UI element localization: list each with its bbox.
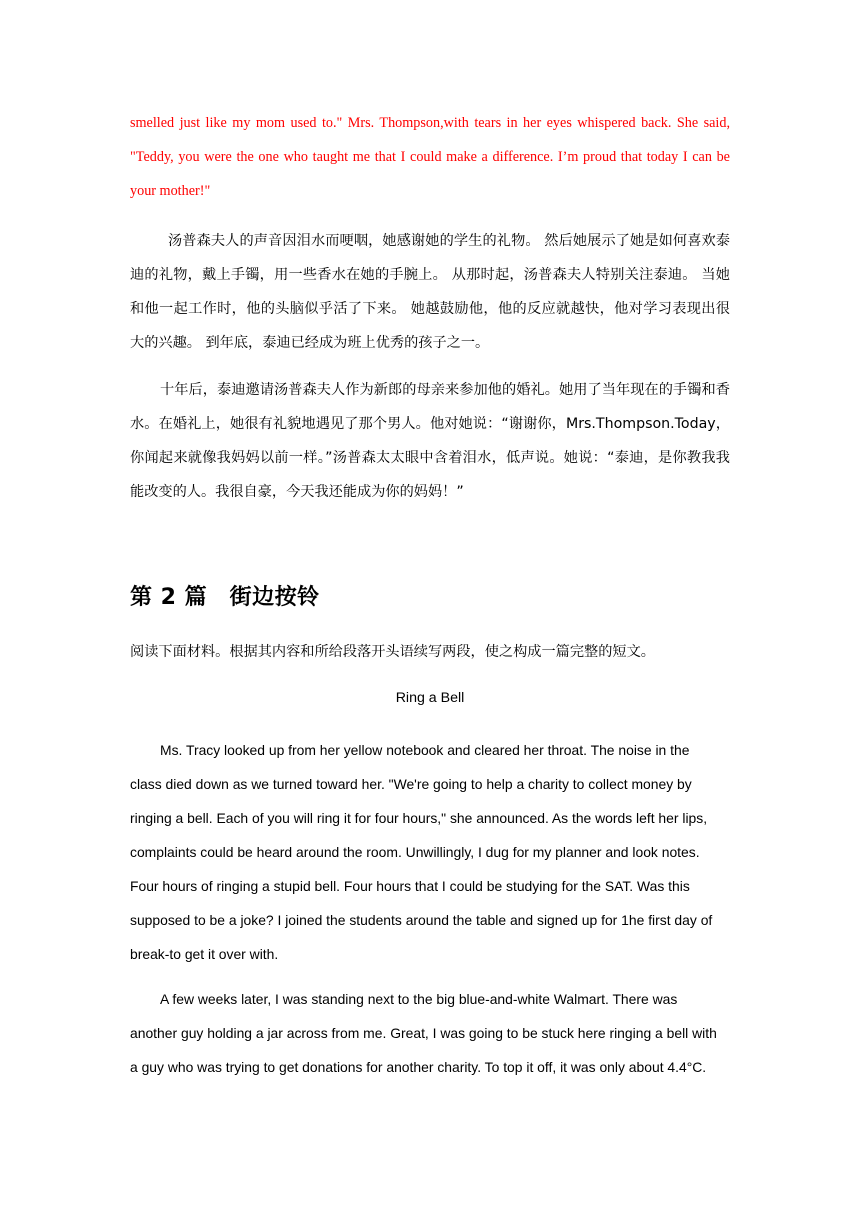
english-ending-paragraph: smelled just like my mom used to." Mrs. Thompson,with tears in her eyes whispered back. She said, "Teddy, you were the one who taught me that I could make a difference. I’m proud that today I can be your mother!"	[130, 115, 730, 199]
story-title: Ring a Bell	[395, 690, 465, 706]
chinese-translation-paragraph-1: 汤普森夫人的声音因泪水而哽咽，她感谢她的学生的礼物。 然后她展示了她是如何喜欢泰迪的礼物，戴上手镯，用一些香水在她的手腕上。 从那时起，汤普森夫人特别关注泰迪。 当她和他一起工作时，他的头脑似乎活了下来。 她越鼓励他，他的反应就越快，他对学习表现出很大的兴趣。 到年底，泰迪已经成为班上优秀的孩子之一。	[130, 233, 730, 351]
document-page	[130, 106, 730, 1075]
chinese-translation-paragraph-2: 十年后，泰迪邀请汤普森夫人作为新郎的母亲来参加他的婚礼。她用了当年现在的手镯和香水。在婚礼上，她很有礼貌地遇见了那个男人。他对她说：“谢谢你，Mrs.Thompson.Today，你闻起来就像我妈妈以前一样。”汤普森太太眼中含着泪水，低声说。她说：“泰迪，是你教我我能改变的人。我很自豪，今天我还能成为你的妈妈！”	[130, 382, 730, 500]
section-heading: 第 2 篇 街边按铃	[130, 585, 320, 610]
story-paragraph-1: Ms. Tracy looked up from her yellow notebook and cleared her throat. The noise in the class died down as we turned toward her. "We're going to help a charity to collect money by ringing a bell. Each of you will ring it for four hours," she announced. As the words left her lips, complaints could be heard around the room. Unwillingly, I dug for my planner and look notes. Four hours of ringing a stupid bell. Four hours that I could be studying for the SAT. Was this supposed to be a joke? I joined the students around the table and signed up for 1he first day of break-to get it over with.	[130, 742, 713, 962]
story-paragraph-2: A few weeks later, I was standing next to the big blue-and-white Walmart. There was another guy holding a jar across from me. Great, I was going to be stuck here ringing a bell with a guy who was trying to get donations for another charity. To top it off, it was only about 4.4°C.	[130, 991, 717, 1075]
task-instruction: 阅读下面材料。根据其内容和所给段落开头语续写两段，使之构成一篇完整的短文。	[130, 644, 655, 660]
